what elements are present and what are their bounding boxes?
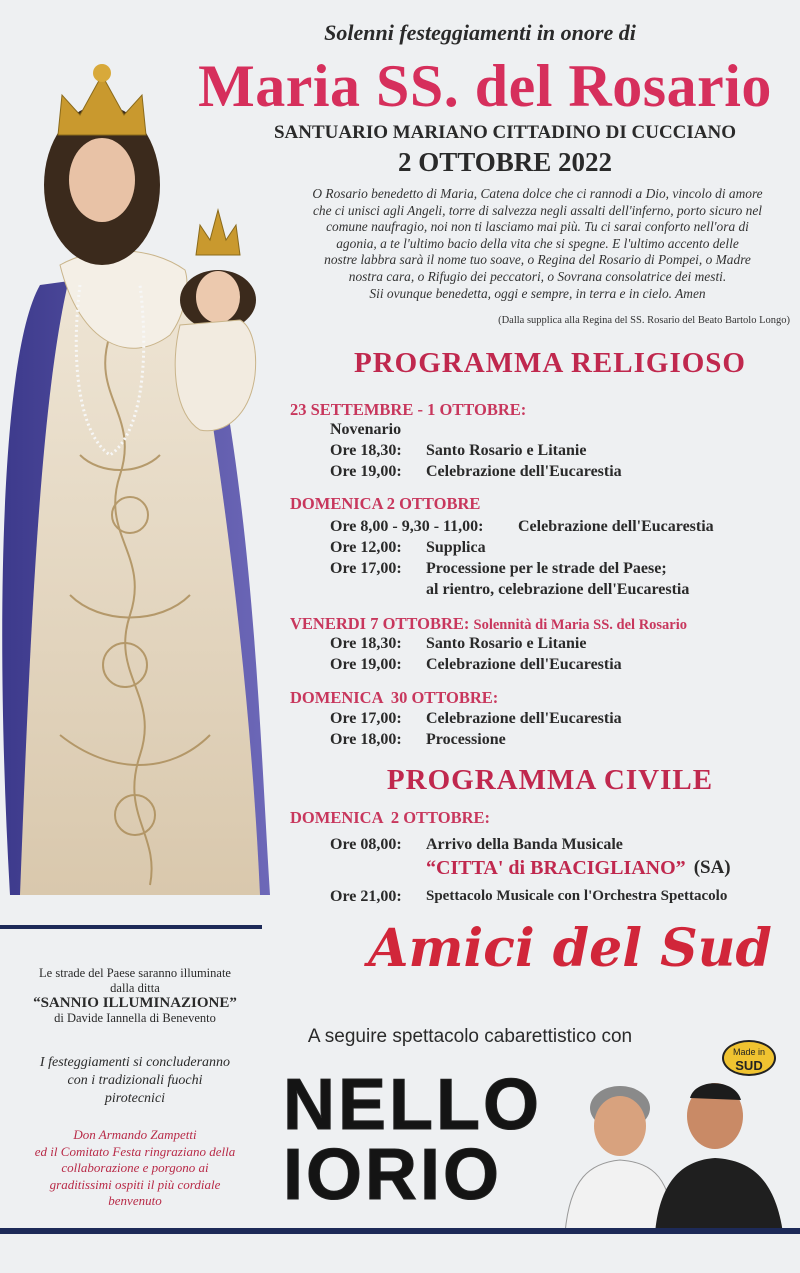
badge-top-text: Made in [732, 1047, 766, 1057]
schedule-desc: Santo Rosario e Litanie [426, 442, 587, 459]
civil-program-title: PROGRAMMA CIVILE [386, 764, 714, 796]
lighting-line: dalla ditta [110, 981, 160, 995]
thanks-line: ed il Comitato Festa ringraziano della [34, 1143, 236, 1159]
band-name: “CITTA' di BRACIGLIANO” [426, 857, 686, 879]
schedule-block [330, 516, 714, 600]
religious-program-title: PROGRAMMA RELIGIOSO [354, 347, 746, 379]
schedule-time: Ore 21,00: [330, 888, 402, 905]
schedule-row [330, 579, 714, 600]
schedule-row [330, 516, 714, 537]
divider [0, 1228, 800, 1234]
fireworks-line: I festeggiamenti si concluderanno [39, 1055, 231, 1070]
schedule-time: Ore 19,00: [330, 463, 402, 480]
thanks-note [10, 1127, 260, 1210]
schedule-row [330, 419, 622, 440]
schedule-desc: Celebrazione dell'Eucarestia [426, 463, 622, 480]
schedule-desc: Spettacolo Musicale con l'Orchestra Spettacolo [426, 888, 728, 904]
schedule-block-head: DOMENICA 2 OTTOBRE: [290, 808, 491, 827]
schedule-desc: Processione [426, 731, 506, 748]
schedule-desc: Processione per le strade del Paese; [426, 560, 667, 577]
event-date: 2 OTTOBRE 2022 [397, 147, 613, 177]
band-logo-amici-del-sud: Amici del Sud [368, 918, 772, 979]
schedule-desc: Celebrazione dell'Eucarestia [426, 710, 622, 727]
headline: Solenni festeggiamenti in onore di [324, 20, 636, 45]
schedule-time: Ore 17,00: [330, 560, 402, 577]
prayer-line: nostra cara, o Rifugio dei peccatori, o Sovrana consolatrice dei mesti. [348, 268, 727, 284]
schedule-time: Ore 18,30: [330, 635, 402, 652]
cabaret-announcement: A seguire spettacolo cabarettistico con [307, 1026, 633, 1047]
artist-first-name: NELLO [283, 1065, 542, 1145]
artist-last-name: IORIO [283, 1135, 503, 1215]
schedule-time: Ore 08,00: [330, 836, 402, 853]
schedule-block-head: DOMENICA 30 OTTOBRE: [290, 688, 499, 707]
schedule-time: Ore 12,00: [330, 539, 402, 556]
band-province: (SA) [693, 857, 731, 878]
schedule-time: Ore 18,30: [330, 442, 402, 459]
thanks-line: Don Armando Zampetti [73, 1127, 197, 1142]
schedule-intro: Novenario [330, 421, 402, 438]
schedule-desc: Santo Rosario e Litanie [426, 635, 587, 652]
schedule-time [330, 579, 426, 600]
thanks-line: benvenuto [108, 1193, 162, 1208]
prayer-line: comune naufragio, noi non ti lasciamo mai più. Tu ci sarai conforto nell'ora di [326, 219, 749, 235]
schedule-row [330, 633, 622, 654]
artist-photo [545, 1068, 785, 1233]
fireworks-line: pirotecnici [104, 1091, 166, 1106]
schedule-block [330, 633, 622, 675]
artist-name [283, 1065, 583, 1215]
schedule-row [330, 558, 714, 579]
madonna-statue-image [0, 35, 290, 905]
schedule-desc: Supplica [426, 539, 486, 556]
schedule-desc: al rientro, celebrazione dell'Eucarestia [426, 581, 690, 598]
divider [0, 925, 262, 929]
lighting-line: di Davide Iannella di Benevento [54, 1011, 216, 1025]
schedule-block [330, 708, 622, 750]
schedule-row [330, 537, 714, 558]
schedule-row [330, 440, 622, 461]
schedule-block [330, 834, 731, 907]
prayer-line: nostre labbra sarà il nome tuo soave, o Regina del Rosario di Pompei, o Madre [324, 252, 751, 268]
prayer-line: agonia, a te l'ultimo bacio della vita che si spegne. E l'ultimo accento delle [336, 235, 739, 251]
schedule-block-head: 23 SETTEMBRE - 1 OTTOBRE: [290, 400, 527, 419]
schedule-desc: Arrivo della Banda Musicale [426, 836, 623, 853]
schedule-row [330, 855, 731, 883]
thanks-line: collaborazione e porgono ai [61, 1160, 209, 1175]
schedule-time: Ore 19,00: [330, 656, 402, 673]
schedule-time: Ore 8,00 - 9,30 - 11,00: [330, 518, 484, 535]
thanks-line: graditissimi ospiti il più cordiale [49, 1176, 221, 1192]
schedule-time: Ore 18,00: [330, 731, 402, 748]
lighting-credit [10, 966, 260, 1026]
schedule-row [330, 886, 731, 907]
schedule-time: Ore 17,00: [330, 710, 402, 727]
badge-main-text: SUD [735, 1058, 763, 1073]
prayer-line: che ci unisci agli Angeli, torre di salvezza negli assalti dell'inferno, porto sicuro nel [312, 202, 763, 218]
schedule-row [330, 834, 731, 855]
schedule-desc: Celebrazione dell'Eucarestia [518, 518, 714, 535]
schedule-block [330, 419, 622, 482]
schedule-row [330, 708, 622, 729]
fireworks-line: con i tradizionali fuochi [67, 1073, 203, 1088]
sanctuary-name: SANTUARIO MARIANO CITTADINO DI CUCCIANO [273, 122, 736, 143]
schedule-block-head: DOMENICA 2 OTTOBRE [290, 494, 481, 513]
prayer-line: Sii ovunque benedetta, oggi e sempre, in terra e in cielo. Amen [369, 285, 706, 301]
prayer-source: (Dalla supplica alla Regina del SS. Rosario del Beato Bartolo Longo) [498, 315, 790, 326]
schedule-block-head-date: VENERDI 7 OTTOBRE: [290, 614, 470, 633]
page-title: Maria SS. del Rosario [198, 53, 772, 119]
schedule-row [330, 461, 622, 482]
schedule-row [330, 729, 622, 750]
prayer-line: O Rosario benedetto di Maria, Catena dolce che ci rannodi a Dio, vincolo di amore [312, 186, 763, 201]
prayer-text [285, 186, 790, 302]
schedule-row [330, 654, 622, 675]
schedule-block-head-extra: Solennità di Maria SS. del Rosario [473, 617, 688, 633]
fireworks-note [10, 1054, 260, 1108]
schedule-block-head [290, 614, 687, 634]
lighting-line: Le strade del Paese saranno illuminate [39, 966, 231, 980]
lighting-company: “SANNIO ILLUMINAZIONE” [33, 995, 237, 1011]
schedule-desc: Celebrazione dell'Eucarestia [426, 656, 622, 673]
